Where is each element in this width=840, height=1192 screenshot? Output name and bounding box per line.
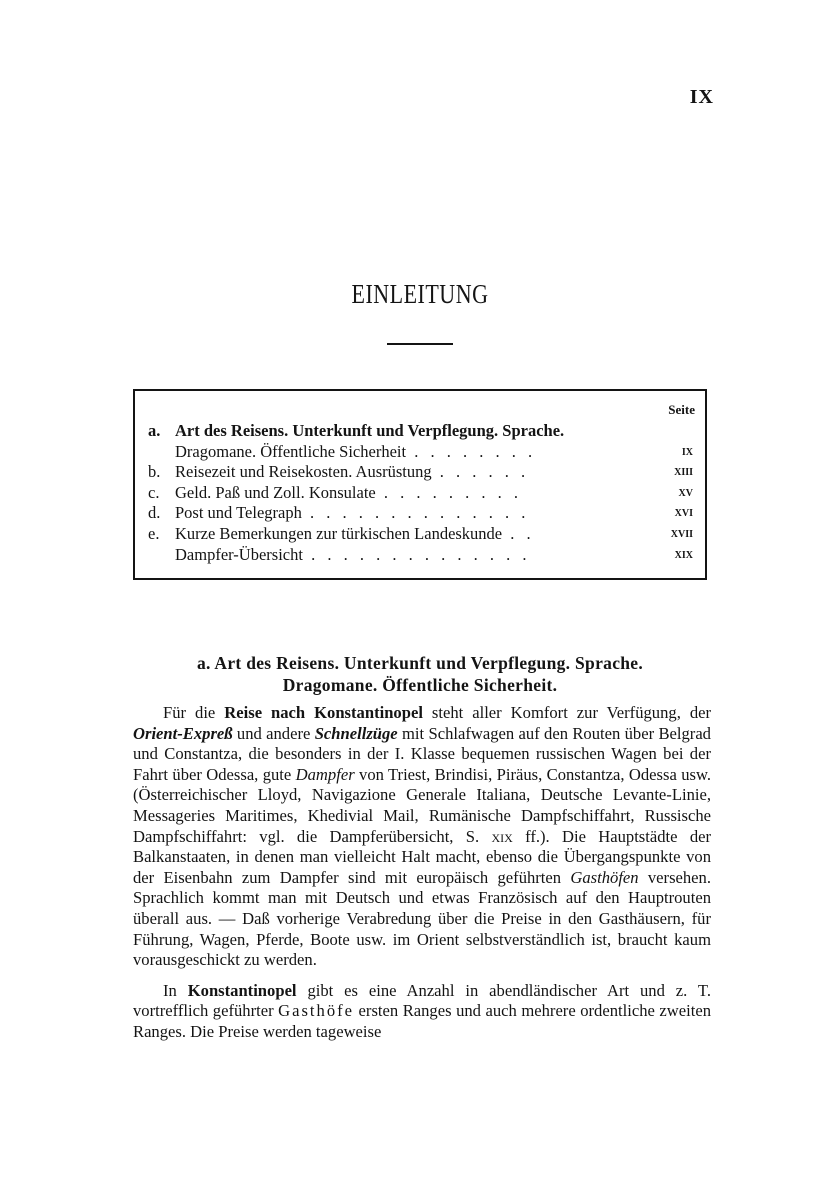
bold-term: Konstantinopel bbox=[187, 980, 297, 1000]
toc-entry bbox=[135, 545, 705, 566]
text-run: ff.). Die Hauptstädte der Balkanstaaten, in denen man vielleicht Halt macht, ebenso die Übergangspunkte von der Eisenbahn zum Dampfer sind mit europäisch geführten bbox=[133, 826, 712, 887]
toc-entry-text bbox=[175, 462, 529, 483]
toc-entry-title: Geld. Paß und Zoll. Konsulate bbox=[175, 482, 376, 502]
toc-entry-text bbox=[175, 503, 529, 524]
toc-entry bbox=[135, 503, 705, 524]
toc-entry-text bbox=[175, 442, 536, 463]
page-number: IX bbox=[689, 86, 714, 108]
text-run: und andere bbox=[232, 723, 315, 743]
text-run: mit Schlafwagen auf den Routen über Belgrad und Constantza, die besonders in der I. Klasse bequemen russischen Wagen bei der Fahrt über Odessa, gute bbox=[133, 723, 711, 784]
toc-entry-letter: e. bbox=[148, 523, 160, 543]
toc-entry-leader-dots: . . . . . . . . . . . . . . bbox=[301, 503, 530, 523]
toc-entry-leader-dots: . . . . . . . . bbox=[406, 441, 537, 461]
toc-entry-page: xiii bbox=[674, 464, 693, 480]
toc-entry-page: xvii bbox=[670, 525, 693, 541]
text-run: In bbox=[163, 980, 188, 1000]
toc-entry-title: Post und Telegraph bbox=[175, 503, 302, 523]
body-text bbox=[133, 703, 711, 1043]
toc-entry-title: Kurze Bemerkungen zur türkischen Landeskunde bbox=[175, 523, 503, 543]
italic-term: Dampfer bbox=[295, 764, 355, 784]
table-of-contents bbox=[133, 389, 707, 580]
toc-entry-page: xvi bbox=[674, 505, 693, 521]
text-run: von Triest, Brindisi, Piräus, Constantza, Odessa usw. (Österreichischer Lloyd, Navigazione Generale Italiana, Deutsche Levante-Linie, Messageries Maritimes, Khedivial Mail, Rumänische Dampfschiffahrt, Russische Dampfschiffahrt: vgl. die Dampferübersicht, S. bbox=[133, 764, 711, 846]
toc-entry-title: Dragomane. Öffentliche Sicherheit bbox=[175, 441, 407, 461]
chapter-title: EINLEITUNG bbox=[351, 278, 489, 310]
toc-entry-letter: a. bbox=[148, 421, 161, 440]
toc-entry bbox=[135, 524, 705, 545]
italic-term: Orient-Expreß bbox=[133, 723, 233, 743]
spaced-term: Gasthöfe bbox=[278, 1001, 355, 1021]
section-heading-line-1: a. Art des Reisens. Unterkunft und Verpflegung. Sprache. bbox=[196, 653, 644, 673]
toc-entry-letter: b. bbox=[148, 462, 161, 482]
italic-term: Gasthöfen bbox=[570, 867, 639, 887]
toc-entry-text bbox=[175, 421, 564, 442]
toc-entry-text bbox=[175, 524, 535, 545]
toc-entry-page: ix bbox=[681, 443, 693, 459]
toc-entry-page: xix bbox=[674, 546, 693, 562]
toc-entry-title: Art des Reisens. Unterkunft und Verpflegung. Sprache. bbox=[175, 421, 565, 440]
toc-entry-leader-dots: . . . . . . bbox=[431, 462, 530, 482]
toc-entry bbox=[135, 442, 705, 463]
title-rule bbox=[387, 343, 453, 345]
section-heading-line-2: Dragomane. Öffentliche Sicherheit. bbox=[282, 675, 558, 695]
toc-entry bbox=[135, 421, 705, 442]
toc-entry-leader-dots: . . bbox=[502, 523, 535, 543]
toc-entry-text bbox=[175, 483, 522, 504]
paragraph-1 bbox=[133, 703, 711, 971]
text-run: steht aller Komfort zur Verfügung, der bbox=[422, 703, 712, 722]
page-reference: xix bbox=[491, 826, 513, 846]
text-run: versehen. Sprachlich kommt man mit Deutsch und etwas Französisch auf den Hauptrouten überall aus. — Daß vorherige Verabredung über die Preise in den Gasthäusern, für Führung, Wagen, Pferde, Boote usw. im Orient selbstverständlich ist, braucht kaum vorausgeschickt zu werden. bbox=[133, 867, 711, 970]
paragraph-2 bbox=[133, 981, 711, 1043]
toc-entry bbox=[135, 483, 705, 504]
toc-entry bbox=[135, 462, 705, 483]
toc-list bbox=[135, 421, 705, 565]
toc-entry-letter: d. bbox=[148, 503, 161, 523]
toc-entry-page: xv bbox=[678, 484, 693, 500]
toc-entry-title: Reisezeit und Reisekosten. Ausrüstung bbox=[175, 462, 432, 482]
text-run: Für die bbox=[163, 703, 225, 722]
toc-entry-leader-dots: . . . . . . . . . . . . . . bbox=[302, 544, 531, 564]
text-run: ersten Ranges und auch mehrere ordentliche zweiten Ranges. Die Preise werden tageweise bbox=[133, 1001, 711, 1041]
toc-entry-leader-dots: . . . . . . . . . bbox=[375, 482, 522, 502]
toc-page-column-label: Seite bbox=[668, 402, 695, 417]
text-run: gibt es eine Anzahl in abendländischer Art und z. T. vortrefflich geführter bbox=[133, 980, 711, 1021]
section-heading bbox=[0, 652, 840, 696]
bold-term: Reise nach Konstantinopel bbox=[224, 703, 423, 722]
toc-entry-letter: c. bbox=[148, 482, 160, 502]
toc-entry-title: Dampfer-Übersicht bbox=[175, 544, 303, 564]
toc-entry-text bbox=[175, 545, 530, 566]
italic-term: Schnellzüge bbox=[314, 723, 398, 743]
